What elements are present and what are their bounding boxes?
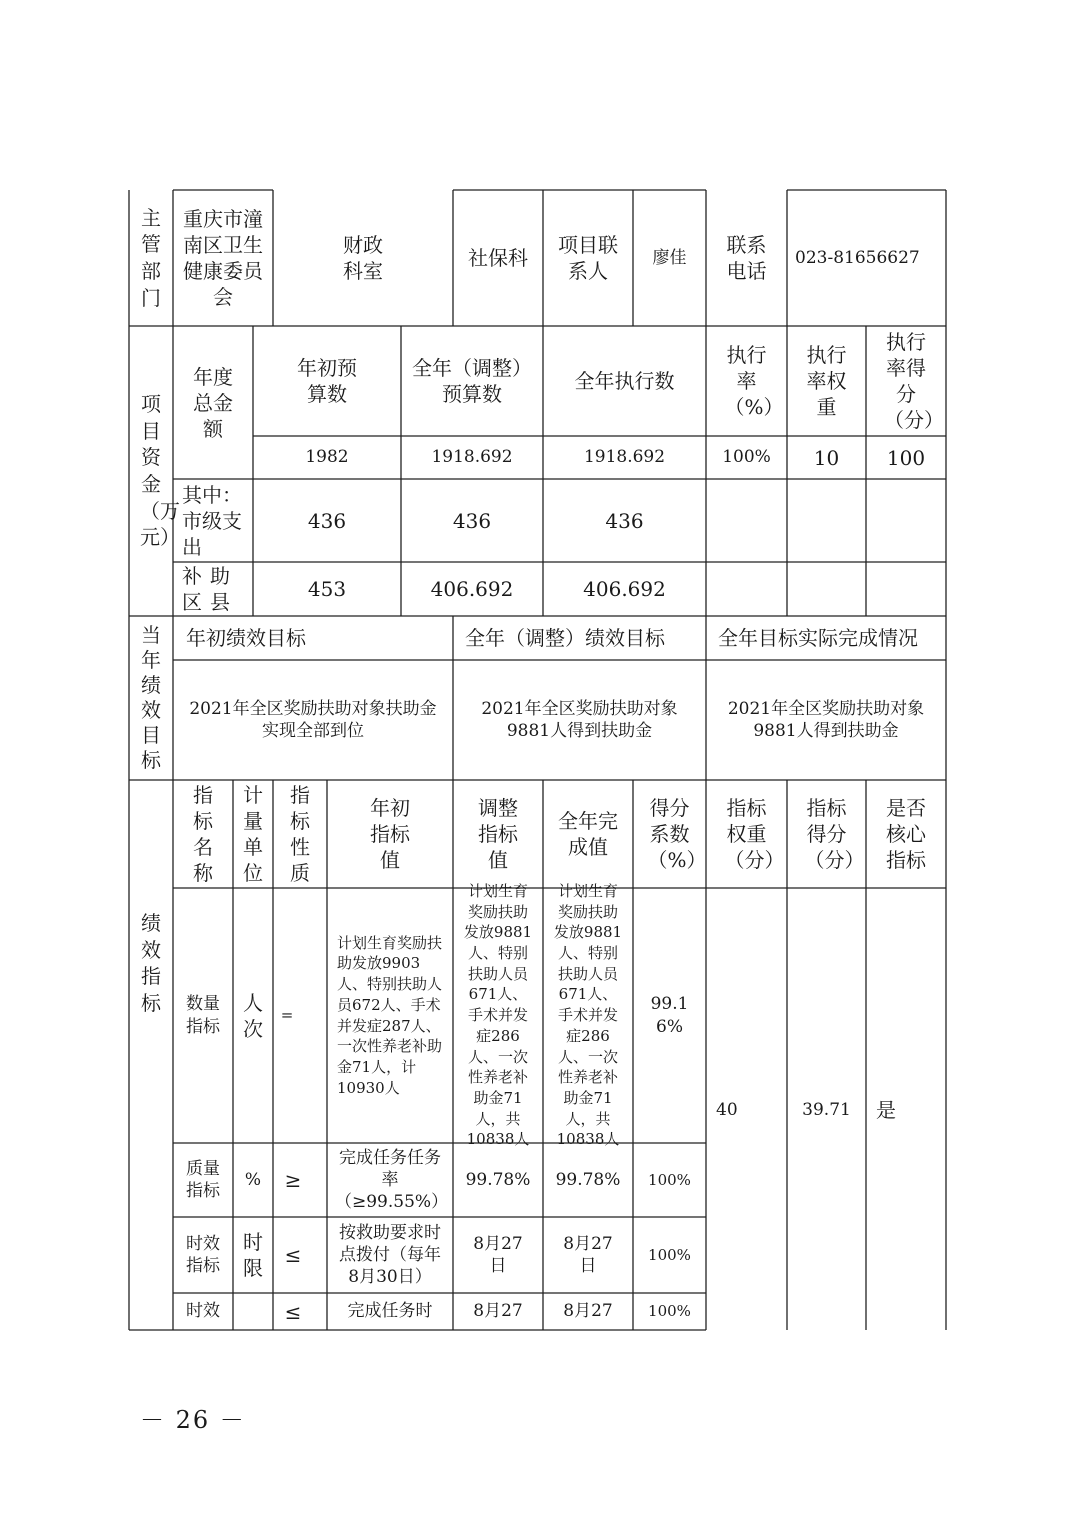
ind-time2-adjusted: 8月27 [473,1301,523,1322]
ind-time2-unit [233,1293,273,1330]
ind-quantity-completed: 计划生育奖励扶助发放9881人、特别扶助人员671人、手术并发症286人、一次性养老补助金71人，共10838人 [553,882,623,1149]
ind-header-score: 指标得分（分） [804,796,865,872]
ind-header-nature: 指标性质 [290,783,310,885]
funds-city-label: 其中：市级支出 [182,482,242,559]
ind-quality-initial: 完成任务任务率（≥99.55%） [335,1147,449,1213]
goals-actual-header: 全年目标实际完成情况 [718,626,918,650]
ind-quantity-nature: = [280,1006,294,1025]
ind-score-value: 39.71 [802,1099,851,1120]
ind-time-adjusted: 8月27日 [473,1233,523,1276]
contact-label: 项目联系人 [558,233,618,283]
ind-header-unit: 计量单位 [243,783,263,885]
funds-section-label: 项目资金（万元） [140,392,180,550]
funds-total-adjusted: 1918.692 [431,447,513,468]
ind-core-value: 是 [876,1098,896,1122]
ind-time2-completed: 8月27 [563,1301,613,1322]
funds-rate-header: 执行率（%） [724,343,784,419]
page-number: － 26 － [140,1406,246,1434]
ind-weight-value: 40 [716,1099,738,1120]
funds-adjusted-header: 全年（调整）预算数 [412,356,532,406]
ind-header-weight: 指标权重（分） [724,796,785,872]
goals-initial-header: 年初绩效目标 [186,626,306,650]
dept-label: 主管部门 [141,205,161,310]
funds-county-initial: 453 [307,577,347,601]
ind-quality-unit: % [244,1169,262,1190]
ind-quality-coef: 100% [648,1170,691,1189]
ind-time-completed: 8月27日 [563,1233,613,1276]
ind-time-name: 时效指标 [186,1233,220,1276]
ind-time2-initial: 完成任务时 [347,1301,433,1322]
office-value: 社保科 [468,246,528,270]
office-label: 财政科室 [343,233,383,283]
ind-header-initial: 年初指标值 [370,796,410,872]
ind-quality-name: 质量指标 [186,1158,220,1201]
ind-time-nature: ≤ [284,1243,302,1267]
funds-city-executed: 436 [605,508,644,533]
ind-quantity-name: 数量指标 [186,994,220,1037]
ind-time-unit: 时限 [243,1230,263,1280]
goals-actual-text: 2021年全区奖励扶助对象9881人得到扶助金 [727,698,925,741]
ind-quality-nature: ≥ [284,1168,302,1192]
ind-header-adjusted: 调整指标值 [478,796,518,872]
ind-quantity-adjusted: 计划生育奖励扶助发放9881人、特别扶助人员671人、手术并发症286人、一次性养老补助金71人，共10838人 [463,882,533,1149]
ind-quantity-unit: 人次 [243,990,263,1041]
dept-value: 重庆市潼南区卫生健康委员会 [183,207,263,309]
funds-total-rate: 100% [722,447,771,468]
ind-header-core: 是否核心指标 [886,796,926,872]
goals-adjusted-header: 全年（调整）绩效目标 [465,626,665,650]
funds-total-header: 年度总金额 [193,364,233,441]
ind-time2-coef: 100% [648,1302,691,1321]
goals-adjusted-text: 2021年全区奖励扶助对象9881人得到扶助金 [481,698,678,741]
funds-city-adjusted: 436 [452,508,492,533]
funds-total-weight: 10 [813,445,840,470]
funds-county-executed: 406.692 [583,577,666,601]
goals-initial-text: 2021年全区奖励扶助对象扶助金实现全部到位 [189,698,437,741]
ind-header-name: 指标名称 [193,783,213,885]
funds-total-initial: 1982 [305,447,349,468]
funds-total-executed: 1918.692 [583,447,666,468]
ind-time2-nature: ≤ [284,1299,302,1324]
ind-time-coef: 100% [648,1245,691,1264]
ind-header-completed: 全年完成值 [558,809,618,859]
phone-value: 023-81656627 [795,247,920,268]
contact-value: 廖佳 [652,247,687,268]
ind-time2-name: 时效 [186,1301,220,1322]
funds-county-adjusted: 406.692 [430,577,514,601]
ind-quality-adjusted: 99.78% [465,1169,531,1190]
ind-quality-completed: 99.78% [555,1169,621,1190]
goals-section-label: 当年绩效目标 [141,623,161,772]
ind-header-coef: 得分系数（%） [647,796,707,872]
ind-quantity-coef: 99.16% [650,994,689,1037]
funds-city-initial: 436 [307,508,347,533]
funds-executed-header: 全年执行数 [574,369,675,393]
funds-initial-header: 年初预算数 [297,356,357,406]
indicators-section-label: 绩效指标 [141,911,161,1015]
funds-total-score: 100 [886,445,926,470]
phone-label: 联系电话 [726,233,767,283]
funds-county-label: 补助区县 [182,564,238,614]
funds-score-header: 执行率得分（分） [884,330,944,432]
ind-quantity-initial: 计划生育奖励扶助发放9903人、特别扶助人员672人、手术并发症287人、一次性养老补助金71人，计10930人 [337,933,443,1097]
ind-time-initial: 按救助要求时点拨付（每年8月30日） [339,1222,441,1288]
funds-weight-header: 执行率权重 [806,343,847,419]
